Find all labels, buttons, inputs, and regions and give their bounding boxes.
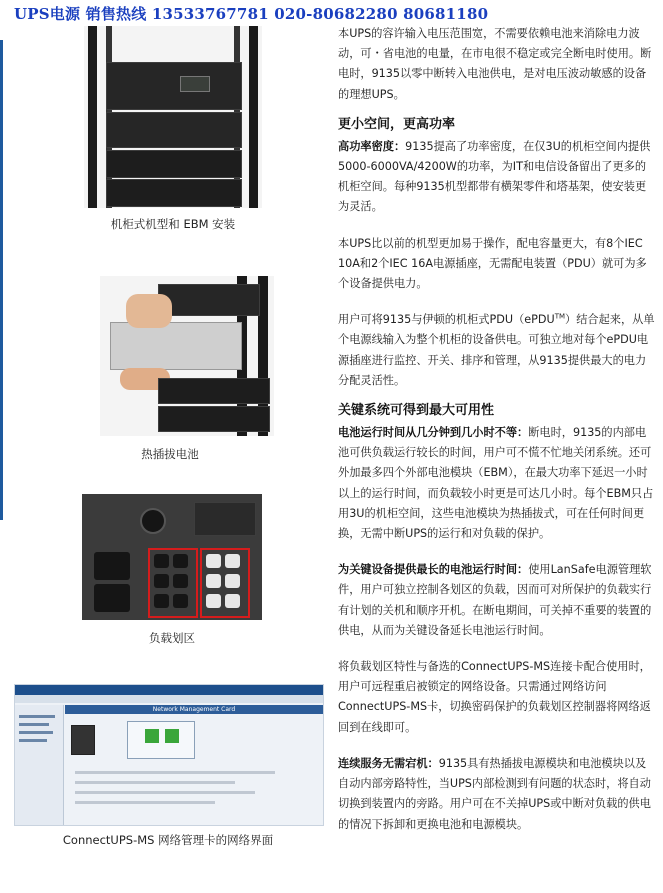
power-density-text: 9135提高了功率密度，在仅3U的机柜空间内提供5000-6000VA/4200W的功率，为IT和电信设备留出了更多的机柜空间。每种9135机型都带有横架零件和塔基架，使安装更为灵活。 [338,139,651,214]
rack-caption: 机柜式机型和 EBM 安装 [110,217,236,231]
feature-text-column [338,24,656,835]
hotswap-caption: 热插拔电池 [141,447,199,461]
rack-ups-photo [84,26,262,208]
power-density-paragraph [338,137,656,218]
longest-runtime-text: 使用LanSafe电源管理软件，用户可独立控制各划区的负载，因而可对所保护的负载实行有计划的关机和顺序开机。在断电期间，可关掉不重要的装置的供电，从而为关键设备延长电池运行时间。 [338,563,652,637]
longest-runtime-paragraph [338,560,656,641]
epdu-text-b: ）结合起来，从单个电源线输入为整个机柜的设备供电。可独立地对每个ePDU电源插座进行监控、开关、排序和管理，从9135提供最大的电力分配灵活性。 [338,313,655,387]
trademark-sup: TM [554,312,566,321]
no-downtime-text: 9135具有热插拔电源模块和电池模块以及自动内部旁路特性，当UPS内部检测到有问题的状态时，将自动切换到装置内的旁路。用户可在不关掉UPS或中断对负载的供电的情况下拆卸和更换电池和电源模块。 [338,756,651,831]
no-downtime-label: 连续服务无需宕机： [338,756,439,770]
load-segments-photo [82,494,262,620]
intro-paragraph: 本UPS的容许输入电压范围宽，不需要依赖电池来消除电力波动，可・省电池的电量，在市电很不稳定或完全断电时使用。断电时，9135以零中断转入电池供电，是对电压波动敏感的设备的理想UPS。 [338,27,652,101]
hotswap-battery-photo [100,276,274,436]
sales-hotline-header: UPS电源 销售热线 13533767781 020-80682280 80681180 [14,5,489,23]
epdu-text-a: 用户可将9135与伊顿的机柜式PDU（ePDU [338,313,555,327]
runtime-text: 断电时，9135的内部电池可供负载运行较长的时间，用户可不慌不忙地关闭系统。还可外加最多四个外部电池模块（EBM），在最大功率下延迟一小时以上的运行时间，而负载较小时更是可达几小时。每个EBM只占用3U的机柜空间，这些电池模块为热插拔式，可在任何时间更换，无需中断UPS的运行和对负载的保护。 [338,426,654,541]
no-downtime-paragraph [338,754,656,835]
outlets-paragraph: 本UPS比以前的机型更加易于操作，配电容量更大，有8个IEC 10A和2个IEC 16A电源插座，无需配电装置（PDU）就可为多个设备提供电力。 [338,236,647,291]
connectups-paragraph: 将负载划区特性与备选的ConnectUPS-MS连接卡配合使用时，用户可远程重启被锁定的网络设备。只需通过网络访问ConnectUPS-MS卡，切换密码保护的负载划区控制器将网络返回到在线即可。 [338,660,651,734]
runtime-paragraph [338,423,656,544]
network-card-title: Network Management Card [65,705,323,714]
longest-runtime-label: 为关键设备提供最长的电池运行时间： [338,563,529,577]
section-heading-compact: 更小空间，更高功率 [338,116,456,132]
epdu-paragraph [338,310,656,391]
section-heading-availability: 关键系统可得到最大可用性 [338,403,495,419]
segments-caption: 负载划区 [149,631,195,645]
left-accent-bar [0,40,3,520]
power-density-label: 高功率密度： [338,139,406,153]
network-caption: ConnectUPS-MS 网络管理卡的网络界面 [62,833,274,847]
network-card-screenshot [14,684,324,826]
runtime-label: 电池运行时间从几分钟到几小时不等： [338,426,529,440]
